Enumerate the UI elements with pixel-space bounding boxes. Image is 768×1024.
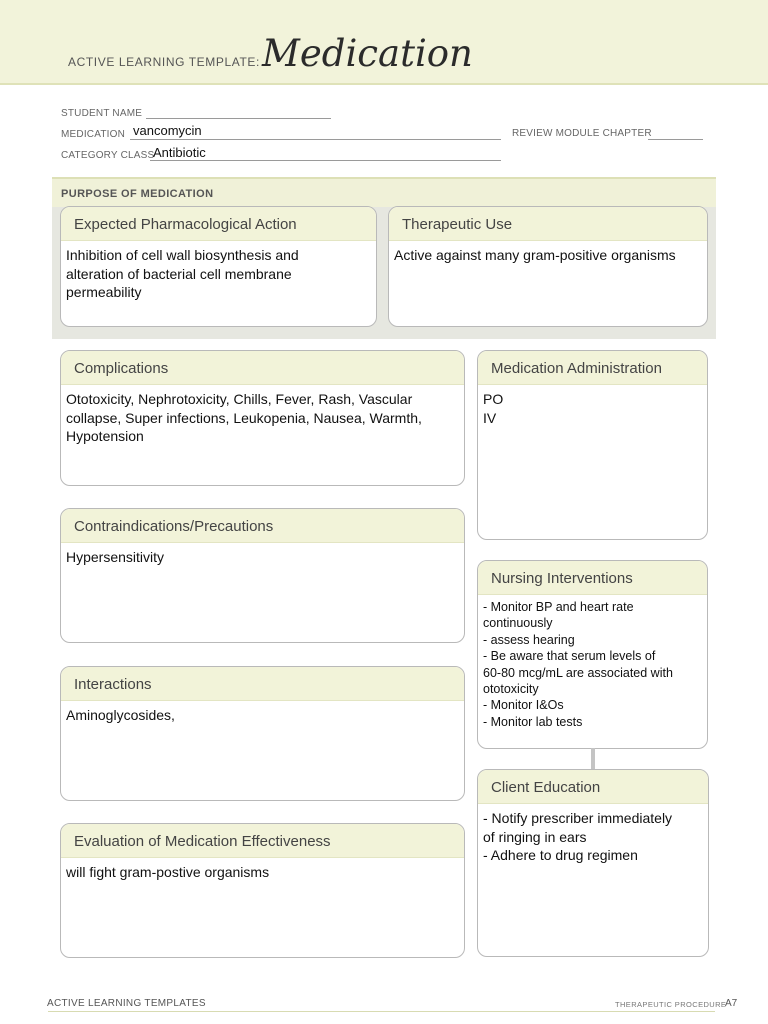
nursing-interventions-title: Nursing Interventions — [478, 561, 707, 595]
contraindications-text[interactable]: Hypersensitivity — [66, 549, 165, 565]
client-education-box — [477, 769, 709, 957]
client-education-title: Client Education — [478, 770, 708, 804]
evaluation-text[interactable]: will fight gram-postive organisms — [66, 864, 270, 880]
therapeutic-use-text[interactable]: Active against many gram-positive organisms — [394, 247, 676, 263]
student-name-line — [146, 118, 331, 119]
complications-box — [60, 350, 465, 486]
section-connector — [591, 748, 595, 770]
template-header — [0, 0, 768, 85]
contraindications-box — [60, 508, 465, 643]
nursing-interventions-text[interactable]: - Monitor BP and heart rate continuously - assess hearing - Be aware that serum levels of 60-80 mcg/mL are associated with ototoxicity - Monitor I&Os - Monitor lab tests — [483, 600, 673, 729]
complications-title: Complications — [61, 351, 464, 385]
category-class-value[interactable]: Antibiotic — [153, 145, 206, 160]
interactions-box — [60, 666, 465, 801]
footer-right-text: THERAPEUTIC PROCEDURE — [615, 1000, 727, 1009]
contraindications-title: Contraindications/Precautions — [61, 509, 464, 543]
medication-value[interactable]: vancomycin — [133, 123, 202, 138]
administration-box — [477, 350, 708, 540]
pharmacological-action-text[interactable]: Inhibition of cell wall biosynthesis and alteration of bacterial cell membrane permeability — [66, 247, 299, 300]
category-class-line — [150, 160, 501, 161]
footer-divider — [48, 1011, 715, 1012]
purpose-title: PURPOSE OF MEDICATION — [61, 188, 214, 200]
pharmacological-action-title: Expected Pharmacological Action — [61, 207, 376, 241]
footer-left-text: ACTIVE LEARNING TEMPLATES — [47, 998, 206, 1009]
footer-page-number: A7 — [725, 998, 738, 1009]
therapeutic-use-title: Therapeutic Use — [389, 207, 707, 241]
medication-line — [130, 139, 501, 140]
category-class-label: CATEGORY CLASS — [61, 150, 155, 161]
client-education-text[interactable]: - Notify prescriber immediately of ringing in ears - Adhere to drug regimen — [483, 810, 673, 863]
therapeutic-use-box — [388, 206, 708, 327]
medication-label: MEDICATION — [61, 129, 126, 140]
administration-title: Medication Administration — [478, 351, 707, 385]
template-title: Medication — [262, 32, 473, 75]
template-prefix: ACTIVE LEARNING TEMPLATE: — [68, 55, 260, 69]
pharmacological-action-box — [60, 206, 377, 327]
nursing-interventions-box — [477, 560, 708, 749]
evaluation-title: Evaluation of Medication Effectiveness — [61, 824, 464, 858]
complications-text[interactable]: Ototoxicity, Nephrotoxicity, Chills, Fever, Rash, Vascular collapse, Super infections, Leukopenia, Nausea, Warmth, Hypotension — [66, 391, 422, 444]
interactions-title: Interactions — [61, 667, 464, 701]
administration-text[interactable]: PO IV — [483, 391, 504, 426]
review-module-label: REVIEW MODULE CHAPTER — [512, 128, 652, 139]
student-name-label: STUDENT NAME — [61, 108, 143, 119]
interactions-text[interactable]: Aminoglycosides, — [66, 707, 175, 723]
evaluation-box — [60, 823, 465, 958]
review-module-line — [648, 139, 703, 140]
